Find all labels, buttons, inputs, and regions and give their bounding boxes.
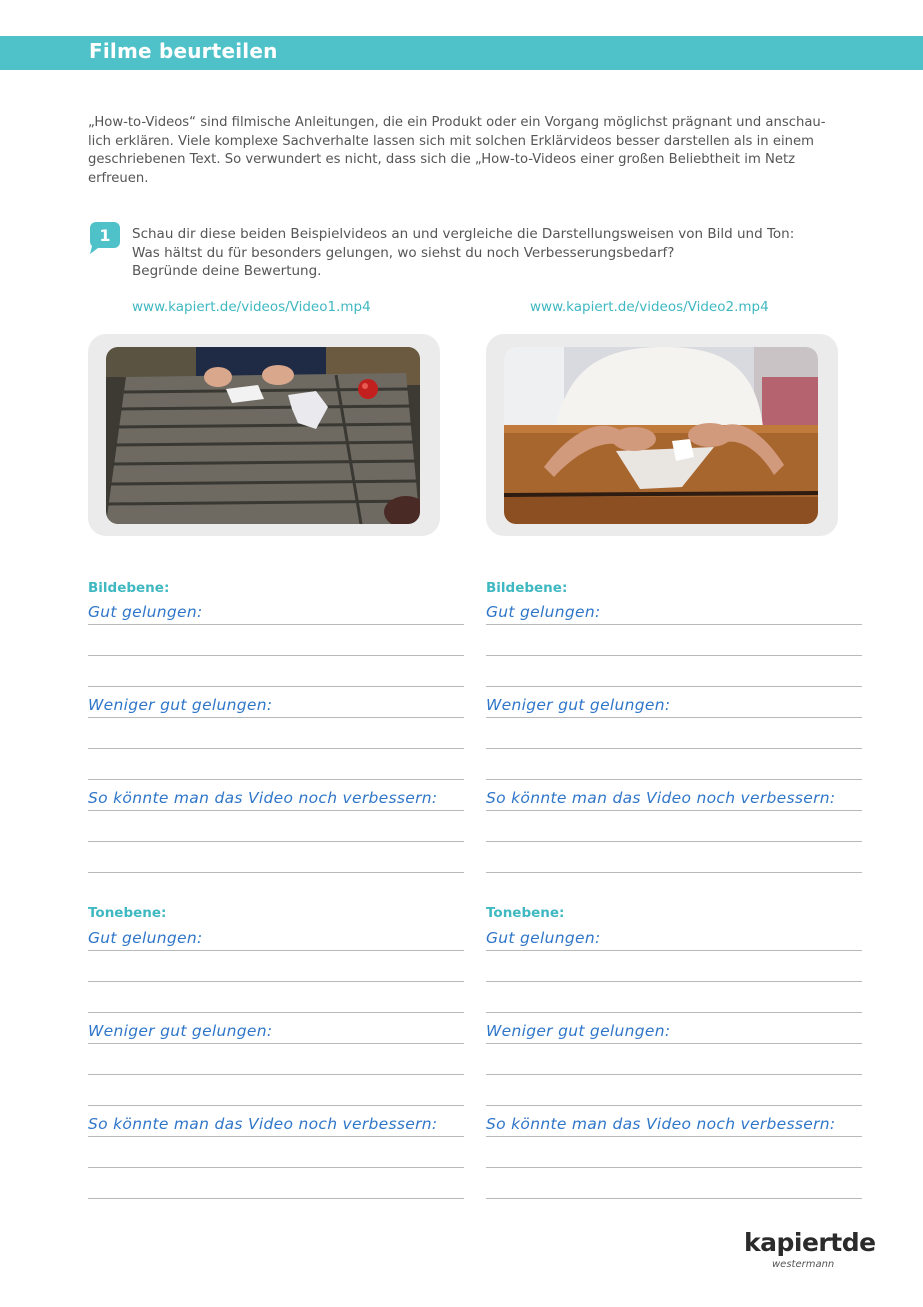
writing-line[interactable] (486, 1105, 862, 1106)
prompt-improve: So könnte man das Video noch verbessern: (88, 1115, 438, 1133)
intro-line: „How-to-Videos“ sind filmische Anleitungen, die ein Produkt oder ein Vorgang möglichst prägnant und anschau- (88, 115, 826, 130)
writing-line[interactable] (88, 841, 464, 842)
logo-suffix: de (841, 1228, 876, 1257)
writing-line[interactable] (486, 810, 862, 811)
video2-thumbnail[interactable] (504, 347, 818, 524)
video2-link[interactable]: www.kapiert.de/videos/Video2.mp4 (530, 299, 769, 315)
task-line: Begründe deine Bewertung. (132, 263, 322, 279)
prompt-improve: So könnte man das Video noch verbessern: (486, 1115, 836, 1133)
writing-line[interactable] (88, 810, 464, 811)
writing-line[interactable] (486, 1043, 862, 1044)
section-label-bildebene: Bildebene: (486, 580, 568, 596)
writing-line[interactable] (486, 779, 862, 780)
writing-line[interactable] (88, 950, 464, 951)
writing-line[interactable] (486, 717, 862, 718)
logo-wordmark (744, 1228, 876, 1257)
prompt-less-good: Weniger gut gelungen: (486, 696, 671, 714)
section-label-bildebene: Bildebene: (88, 580, 170, 596)
intro-paragraph (88, 114, 868, 188)
writing-line[interactable] (486, 950, 862, 951)
task-line: Was hältst du für besonders gelungen, wo siehst du noch Verbesserungsbedarf? (132, 244, 675, 261)
writing-line[interactable] (486, 686, 862, 687)
writing-line[interactable] (486, 655, 862, 656)
writing-line[interactable] (88, 1043, 464, 1044)
writing-line[interactable] (486, 748, 862, 749)
page-title: Filme beurteilen (89, 39, 278, 63)
prompt-less-good: Weniger gut gelungen: (88, 1022, 273, 1040)
writing-line[interactable] (486, 872, 862, 873)
writing-line[interactable] (88, 1105, 464, 1106)
writing-line[interactable] (88, 779, 464, 780)
writing-line[interactable] (486, 1012, 862, 1013)
prompt-good: Gut gelungen: (88, 929, 203, 947)
writing-line[interactable] (88, 1074, 464, 1075)
prompt-less-good: Weniger gut gelungen: (88, 696, 273, 714)
video2-thumbnail-frame[interactable] (486, 334, 838, 536)
task-line: Schau dir diese beiden Beispielvideos an und vergleiche die Darstellungsweisen von Bild und Ton: (132, 226, 795, 242)
writing-line[interactable] (486, 1136, 862, 1137)
kapiert-logo (744, 1228, 876, 1274)
writing-line[interactable] (88, 686, 464, 687)
evaluation-column-video2 (486, 577, 862, 1217)
task-instructions (132, 225, 794, 281)
logo-publisher: westermann (772, 1259, 835, 1270)
writing-line[interactable] (486, 981, 862, 982)
writing-line[interactable] (88, 1136, 464, 1137)
prompt-improve: So könnte man das Video noch verbessern: (88, 789, 438, 807)
writing-line[interactable] (88, 1198, 464, 1199)
writing-line[interactable] (486, 624, 862, 625)
section-label-tonebene: Tonebene: (486, 905, 565, 921)
writing-line[interactable] (88, 624, 464, 625)
title-bar (0, 36, 923, 70)
writing-line[interactable] (88, 1167, 464, 1168)
video1-thumbnail-frame[interactable] (88, 334, 440, 536)
prompt-good: Gut gelungen: (486, 603, 601, 621)
section-label-tonebene: Tonebene: (88, 905, 167, 921)
prompt-good: Gut gelungen: (486, 929, 601, 947)
writing-line[interactable] (486, 1167, 862, 1168)
intro-line: geschriebenen Text. So verwundert es nicht, dass sich die „How-to-Videos einer großen Beliebtheit im Netz (88, 152, 796, 167)
writing-line[interactable] (88, 1012, 464, 1013)
writing-line[interactable] (486, 841, 862, 842)
evaluation-column-video1 (88, 577, 464, 1217)
task-number: 1 (99, 226, 111, 245)
intro-line: lich erklären. Viele komplexe Sachverhalte lassen sich mit solchen Erklärvideos besser darstellen als in einem (88, 133, 814, 149)
writing-line[interactable] (88, 655, 464, 656)
prompt-good: Gut gelungen: (88, 603, 203, 621)
intro-line: erfreuen. (88, 170, 149, 186)
prompt-less-good: Weniger gut gelungen: (486, 1022, 671, 1040)
video1-thumbnail[interactable] (106, 347, 420, 524)
prompt-improve: So könnte man das Video noch verbessern: (486, 789, 836, 807)
writing-line[interactable] (88, 981, 464, 982)
writing-line[interactable] (88, 748, 464, 749)
video1-link[interactable]: www.kapiert.de/videos/Video1.mp4 (132, 299, 371, 315)
writing-line[interactable] (486, 1074, 862, 1075)
task-number-badge (88, 220, 122, 256)
writing-line[interactable] (486, 1198, 862, 1199)
writing-line[interactable] (88, 717, 464, 718)
logo-brand: kapiert (744, 1228, 842, 1257)
writing-line[interactable] (88, 872, 464, 873)
